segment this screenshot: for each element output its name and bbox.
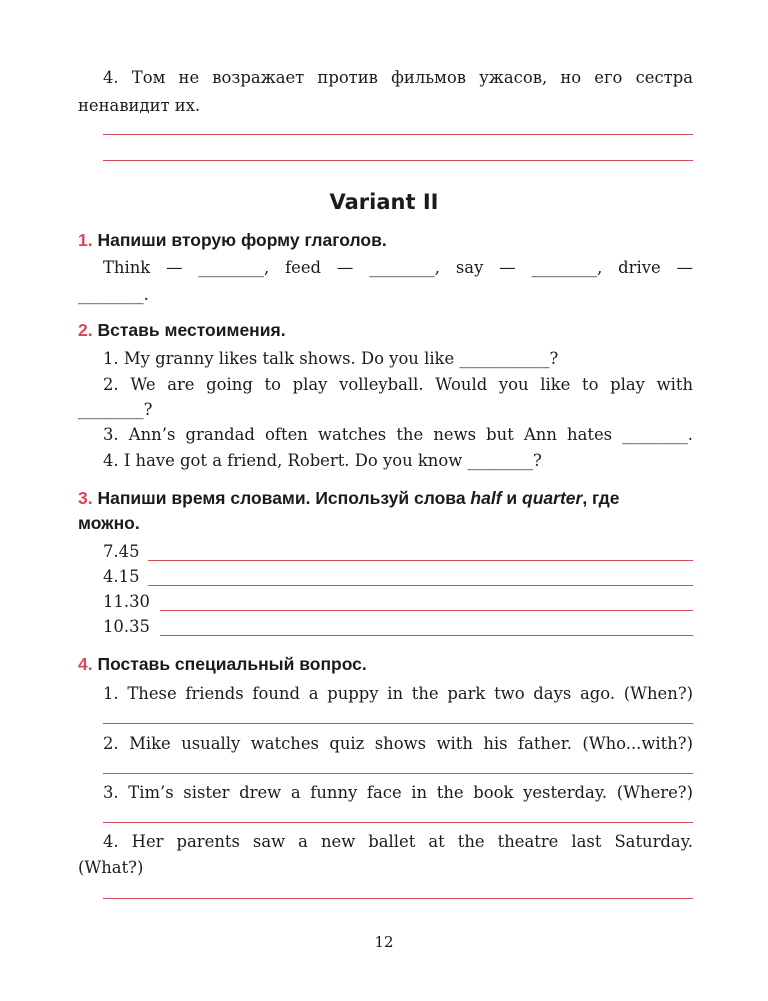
task-2-item-4: 4. I have got a friend, Robert. Do you know ________? bbox=[103, 451, 542, 470]
task-number: 4. bbox=[78, 654, 93, 674]
task-heading-text: Вставь местоимения. bbox=[97, 320, 286, 340]
prev-item-4-line2: ненавидит их. bbox=[78, 96, 201, 115]
answer-line[interactable] bbox=[103, 723, 693, 724]
answer-line[interactable] bbox=[103, 898, 693, 899]
task-heading-text: Напиши вторую форму глаголов. bbox=[97, 230, 387, 250]
task-number: 2. bbox=[78, 320, 93, 340]
task-number: 3. bbox=[78, 488, 93, 508]
answer-line[interactable] bbox=[148, 560, 693, 561]
task-1-heading bbox=[78, 230, 387, 251]
answer-line[interactable] bbox=[103, 134, 693, 135]
task-2-item-3: 3. Ann’s grandad often watches the news but Ann hates ________. bbox=[103, 425, 693, 444]
answer-line[interactable] bbox=[160, 635, 693, 636]
task-heading-text: Поставь специальный вопрос. bbox=[97, 654, 367, 674]
task-4-item-4: 4. Her parents saw a new ballet at the theatre last Saturday. bbox=[103, 832, 693, 851]
task-2-item-2-cont: ________? bbox=[78, 400, 153, 419]
answer-line[interactable] bbox=[160, 610, 693, 611]
page-number: 12 bbox=[374, 933, 394, 951]
task-heading-text: и bbox=[501, 488, 523, 508]
word-quarter: quarter bbox=[522, 488, 583, 508]
answer-line[interactable] bbox=[148, 585, 693, 586]
prev-item-4-line1: 4. Том не возражает против фильмов ужасов, но его сестра bbox=[103, 68, 693, 87]
task-4-item-2: 2. Mike usually watches quiz shows with his father. (Who...with?) bbox=[103, 734, 693, 753]
task-2-item-1: 1. My granny likes talk shows. Do you like ___________? bbox=[103, 349, 559, 368]
task-3-heading-line2: можно. bbox=[78, 513, 140, 533]
answer-line[interactable] bbox=[103, 822, 693, 823]
task-heading-text: , где bbox=[582, 488, 620, 508]
time-label: 7.45 bbox=[103, 542, 140, 561]
time-label: 11.30 bbox=[103, 592, 150, 611]
task-heading-text: Напиши время словами. Используй слова bbox=[97, 488, 471, 508]
task-number: 1. bbox=[78, 230, 93, 250]
task-4-heading bbox=[78, 654, 367, 675]
task-4-item-3: 3. Tim’s sister drew a funny face in the book yesterday. (Where?) bbox=[103, 783, 693, 802]
task-2-item-2: 2. We are going to play volleyball. Would you like to play with bbox=[103, 375, 693, 394]
answer-line[interactable] bbox=[103, 160, 693, 161]
task-1-line2: ________. bbox=[78, 285, 149, 304]
task-4-item-4-cont: (What?) bbox=[78, 858, 144, 877]
time-label: 10.35 bbox=[103, 617, 150, 636]
task-3-heading bbox=[78, 488, 620, 509]
word-half: half bbox=[470, 488, 502, 508]
variant-title: Variant II bbox=[329, 190, 439, 214]
task-1-line1: Think — ________, feed — ________, say — ________, drive — bbox=[103, 258, 693, 277]
time-label: 4.15 bbox=[103, 567, 140, 586]
task-4-item-1: 1. These friends found a puppy in the park two days ago. (When?) bbox=[103, 684, 693, 703]
task-2-heading bbox=[78, 320, 286, 341]
answer-line[interactable] bbox=[103, 773, 693, 774]
